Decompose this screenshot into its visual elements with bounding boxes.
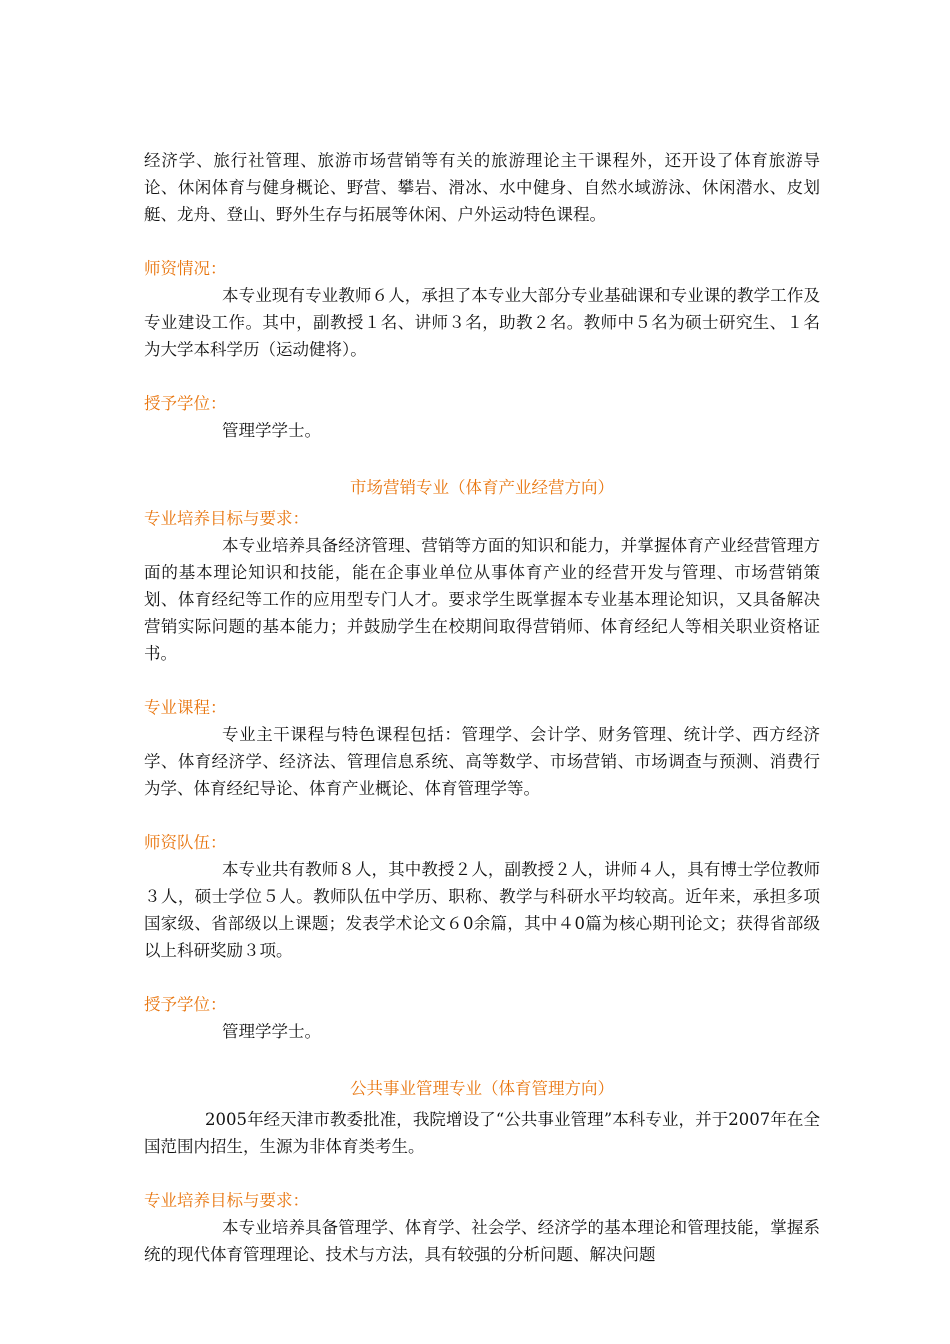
public-affairs-intro-paragraph: 2005年经天津市教委批准，我院增设了“公共事业管理”本科专业，并于2007年在全国范围内招生，生源为非体育类考生。 — [144, 1110, 820, 1156]
marketing-goal-heading: 专业培养目标与要求： — [144, 509, 309, 528]
marketing-team-heading: 师资队伍： — [144, 833, 227, 852]
faculty-paragraph: 本专业现有专业教师６人，承担了本专业大部分专业基础课和专业课的教学工作及专业建设工作。其中，副教授１名、讲师３名，助教２名。教师中５名为硕士研究生、１名为大学本科学历（运动健将）。 — [144, 286, 820, 359]
degree-paragraph: 管理学学士。 — [222, 421, 321, 440]
marketing-course-paragraph: 专业主干课程与特色课程包括：管理学、会计学、财务管理、统计学、西方经济学、体育经济学、经济法、管理信息系统、高等数学、市场营销、市场调查与预测、消费行为学、体育经纪导论、体育产业概论、体育管理学等。 — [144, 725, 820, 798]
faculty-heading: 师资情况： — [144, 259, 227, 278]
marketing-degree-paragraph: 管理学学士。 — [222, 1022, 321, 1041]
section-title-public-affairs: 公共事业管理专业（体育管理方向） — [350, 1079, 614, 1098]
intro-paragraph: 经济学、旅行社管理、旅游市场营销等有关的旅游理论主干课程外，还开设了体育旅游导论、休闲体育与健身概论、野营、攀岩、滑冰、水中健身、自然水域游泳、休闲潜水、皮划艇、龙舟、登山、野外生存与拓展等休闲、户外运动特色课程。 — [144, 151, 820, 224]
document-page — [144, 147, 820, 1268]
marketing-degree-heading: 授予学位： — [144, 995, 227, 1014]
section-title-marketing: 市场营销专业（体育产业经营方向） — [350, 478, 614, 497]
marketing-goal-paragraph: 本专业培养具备经济管理、营销等方面的知识和能力，并掌握体育产业经营管理方面的基本理论知识和技能，能在企事业单位从事体育产业的经营开发与管理、市场营销策划、体育经纪等工作的应用型专门人才。要求学生既掌握本专业基本理论知识，又具备解决营销实际问题的基本能力；并鼓励学生在校期间取得营销师、体育经纪人等相关职业资格证书。 — [144, 536, 820, 663]
public-affairs-goal-paragraph: 本专业培养具备管理学、体育学、社会学、经济学的基本理论和管理技能，掌握系统的现代体育管理理论、技术与方法，具有较强的分析问题、解决问题 — [144, 1218, 820, 1264]
marketing-team-paragraph: 本专业共有教师８人，其中教授２人，副教授２人，讲师４人，具有博士学位教师３人，硕士学位５人。教师队伍中学历、职称、教学与科研水平均较高。近年来，承担多项国家级、省部级以上课题；发表学术论文６0余篇，其中４0篇为核心期刊论文；获得省部级以上科研奖励３项。 — [144, 860, 820, 960]
marketing-course-heading: 专业课程： — [144, 698, 227, 717]
public-affairs-goal-heading: 专业培养目标与要求： — [144, 1191, 309, 1210]
degree-heading: 授予学位： — [144, 394, 227, 413]
